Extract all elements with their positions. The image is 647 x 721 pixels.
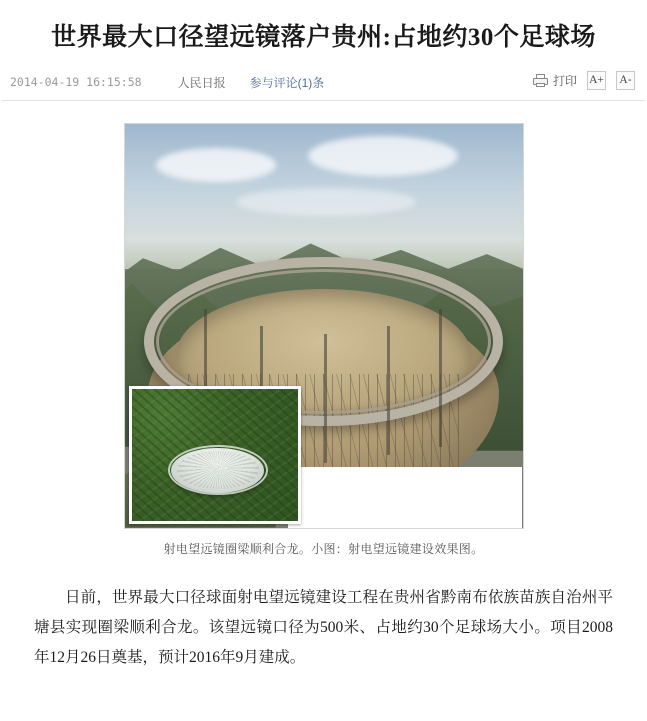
meta-right-group xyxy=(533,71,635,90)
support-tower xyxy=(324,334,327,463)
inset-photo xyxy=(129,386,301,524)
publish-timestamp: 2014-04-19 16:15:58 xyxy=(10,75,142,89)
printer-icon xyxy=(533,74,548,87)
article-paragraph: 日前，世界最大口径球面射电望远镜建设工程在贵州省黔南布依族苗族自治州平塘县实现圈梁顺利合龙。该望远镜口径为500米、占地约30个足球场大小。项目2008年12月26日奠基，预计2016年9月建成。 xyxy=(34,588,613,666)
page-title: 世界最大口径望远镜落户贵州:占地约30个足球场 xyxy=(51,24,596,51)
print-button[interactable] xyxy=(533,72,577,89)
support-tower xyxy=(439,309,442,446)
article-figure xyxy=(124,123,524,557)
support-tower xyxy=(387,326,390,455)
article-meta-bar xyxy=(2,71,645,101)
font-increase-button[interactable]: A+ xyxy=(587,71,606,90)
comments-link[interactable]: 参与评论(1)条 xyxy=(249,75,325,90)
cloud-shape xyxy=(236,188,416,216)
photo-blank-area xyxy=(288,467,523,528)
font-decrease-button[interactable]: A- xyxy=(616,71,635,90)
meta-left-group xyxy=(10,74,324,91)
main-photo xyxy=(124,123,524,529)
print-button-label: 打印 xyxy=(552,73,577,88)
source-label: 人民日报 xyxy=(177,75,226,90)
inset-telescope-rim xyxy=(168,445,268,495)
cloud-shape xyxy=(308,136,458,176)
cloud-shape xyxy=(156,148,276,182)
figure-caption: 射电望远镜圈梁顺利合龙。小图：射电望远镜建设效果图。 xyxy=(163,541,484,556)
